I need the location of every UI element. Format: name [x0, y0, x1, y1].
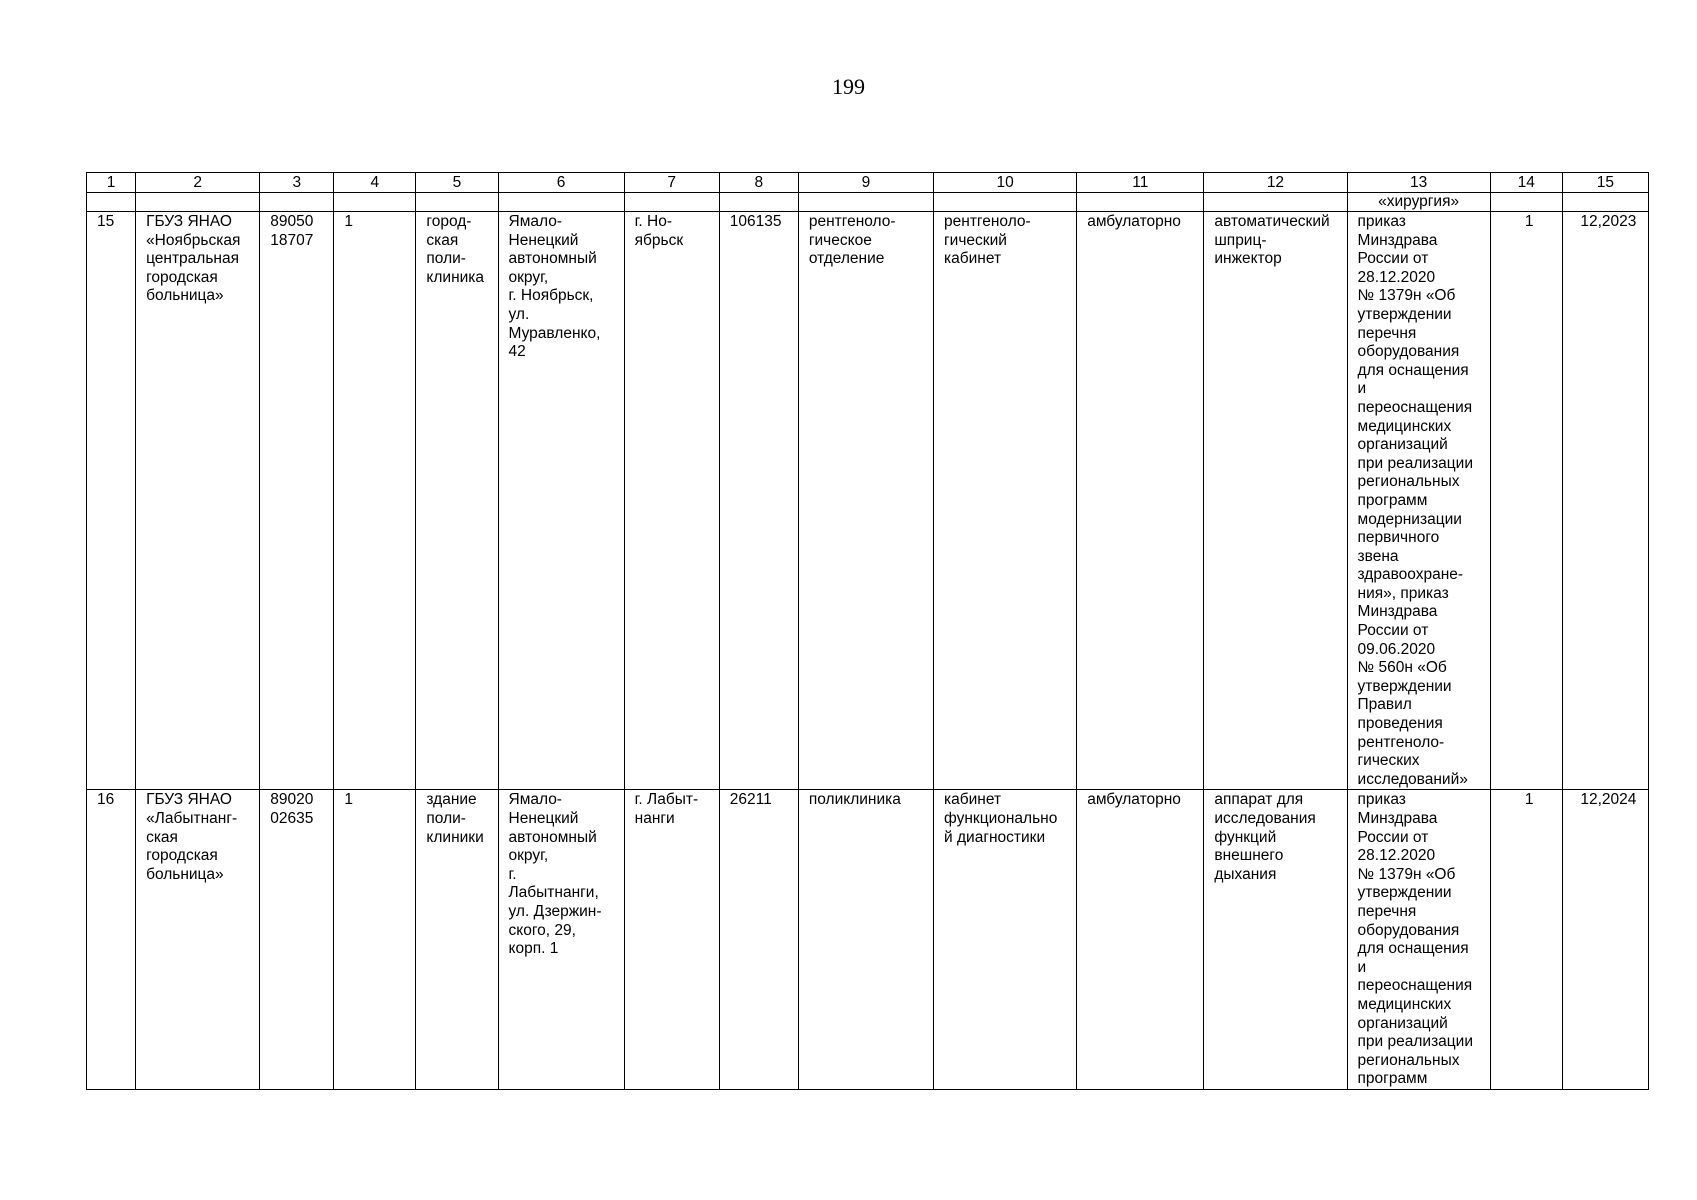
table-cell	[334, 193, 416, 212]
table-row	[87, 790, 1649, 1090]
column-number: 14	[1490, 173, 1562, 193]
equipment-cell: аппарат для исследования функций внешнего дыхания	[1204, 790, 1347, 1090]
code-cell: 89050 18707	[260, 212, 334, 790]
address-cell: Ямало- Ненецкий автономный округ, г. Ноябрьск, ул. Муравленко, 42	[498, 212, 624, 790]
column-number: 3	[260, 173, 334, 193]
table-cell	[798, 193, 933, 212]
table-cell	[1490, 193, 1562, 212]
department-cell: поликлиника	[798, 790, 933, 1090]
table-row	[87, 212, 1649, 790]
room-cell: кабинет функционально й диагностики	[934, 790, 1077, 1090]
table-cell	[260, 193, 334, 212]
column-number: 1	[87, 173, 136, 193]
continuation-row	[87, 193, 1649, 212]
column-number: 15	[1562, 173, 1648, 193]
building-cell: здание поли- клиники	[416, 790, 498, 1090]
table-cell	[136, 193, 260, 212]
quantity-cell: 1	[1490, 212, 1562, 790]
organization-cell: ГБУЗ ЯНАО «Ноябрьская центральная городская больница»	[136, 212, 260, 790]
quantity-cell: 1	[1490, 790, 1562, 1090]
department-cell: рентгеноло- гическое отделение	[798, 212, 933, 790]
room-cell: рентгеноло- гический кабинет	[934, 212, 1077, 790]
basis-continuation-cell: «хирургия»	[1347, 193, 1490, 212]
address-cell: Ямало- Ненецкий автономный округ, г. Лабытнанги, ул. Дзержин- ского, 29, корп. 1	[498, 790, 624, 1090]
column-number: 11	[1077, 173, 1204, 193]
row-number-cell: 15	[87, 212, 136, 790]
page-number: 199	[832, 74, 865, 99]
column-number-row	[87, 173, 1649, 193]
column-number: 12	[1204, 173, 1347, 193]
column-number: 8	[719, 173, 798, 193]
column-number: 5	[416, 173, 498, 193]
table-cell	[498, 193, 624, 212]
count-cell: 1	[334, 212, 416, 790]
table-cell	[1562, 193, 1648, 212]
table-cell	[87, 193, 136, 212]
table-cell	[1077, 193, 1204, 212]
date-cell: 12,2023	[1562, 212, 1648, 790]
column-number: 6	[498, 173, 624, 193]
column-number: 9	[798, 173, 933, 193]
basis-cell: приказ Минздрава России от 28.12.2020 № 1379н «Об утверждении перечня оборудования для оснащения и переоснащения медицинских организаций при реализации региональных программ	[1347, 790, 1490, 1090]
care-type-cell: амбулаторно	[1077, 212, 1204, 790]
population-cell: 26211	[719, 790, 798, 1090]
table-cell	[934, 193, 1077, 212]
table-cell	[416, 193, 498, 212]
care-type-cell: амбулаторно	[1077, 790, 1204, 1090]
table-cell	[1204, 193, 1347, 212]
equipment-cell: автоматический шприц- инжектор	[1204, 212, 1347, 790]
population-cell: 106135	[719, 212, 798, 790]
city-cell: г. Но- ябрьск	[624, 212, 719, 790]
column-number: 10	[934, 173, 1077, 193]
basis-cell: приказ Минздрава России от 28.12.2020 № 1379н «Об утверждении перечня оборудования для оснащения и переоснащения медицинских организаций при реализации региональных программ модернизации первичного звена здравоохране- ния», приказ Минздрава России от 09.06.2020 № 560н «Об утверждении Правил проведения рентгеноло- гических исследований»	[1347, 212, 1490, 790]
equipment-table	[86, 172, 1649, 1090]
column-number: 13	[1347, 173, 1490, 193]
code-cell: 89020 02635	[260, 790, 334, 1090]
building-cell: город- ская поли- клиника	[416, 212, 498, 790]
date-cell: 12,2024	[1562, 790, 1648, 1090]
count-cell: 1	[334, 790, 416, 1090]
organization-cell: ГБУЗ ЯНАО «Лабытнанг- ская городская больница»	[136, 790, 260, 1090]
column-number: 2	[136, 173, 260, 193]
column-number: 4	[334, 173, 416, 193]
column-number: 7	[624, 173, 719, 193]
table-cell	[624, 193, 719, 212]
city-cell: г. Лабыт- нанги	[624, 790, 719, 1090]
table-cell	[719, 193, 798, 212]
row-number-cell: 16	[87, 790, 136, 1090]
